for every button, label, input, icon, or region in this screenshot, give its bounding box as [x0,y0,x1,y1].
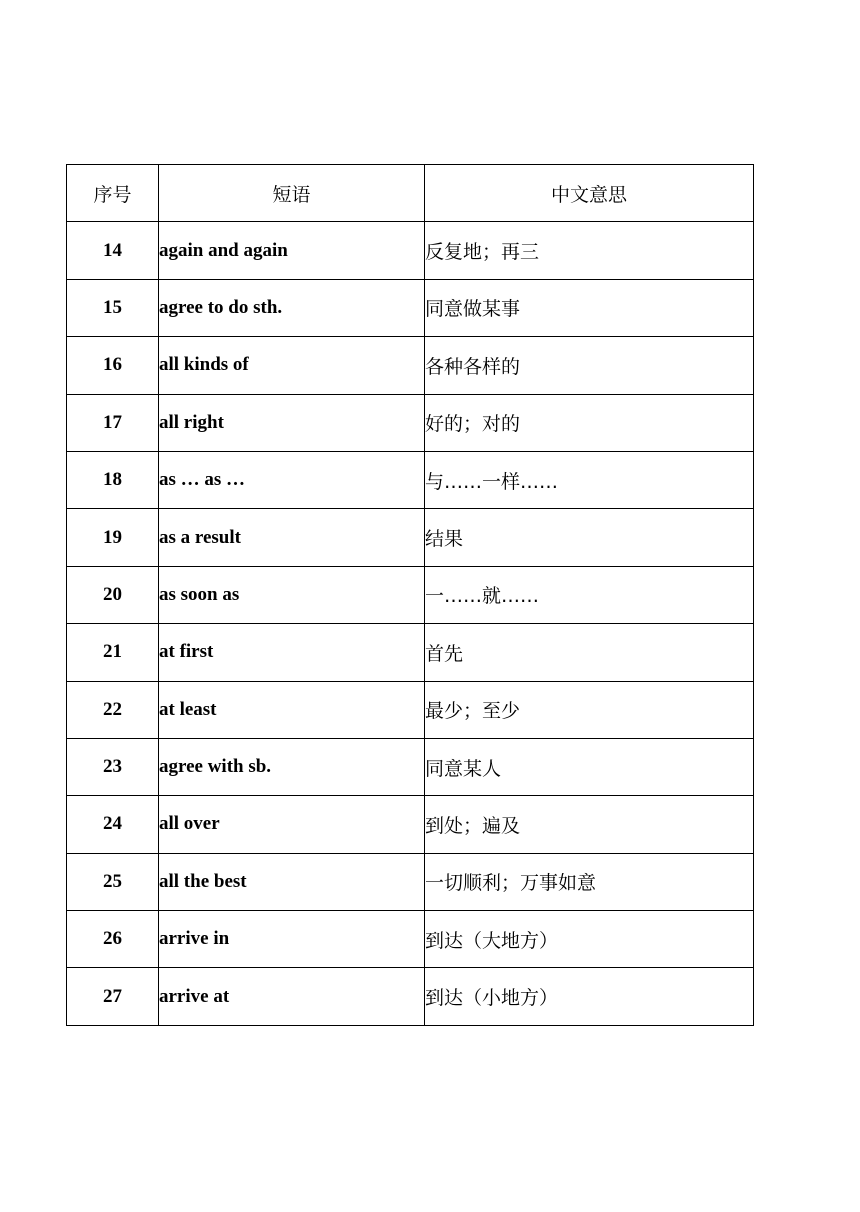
row-phrase: arrive in [159,911,425,968]
header-meaning: 中文意思 [425,165,754,222]
row-phrase: arrive at [159,968,425,1025]
table-row [67,738,754,795]
table-row [67,796,754,853]
header-phrase: 短语 [159,165,425,222]
row-number: 24 [67,796,159,853]
table-row [67,222,754,279]
row-meaning: 一切顺利；万事如意 [425,853,754,910]
row-meaning: 一……就…… [425,566,754,623]
table-header-row [67,165,754,222]
row-number: 15 [67,279,159,336]
table-row [67,624,754,681]
table-row [67,394,754,451]
row-number: 20 [67,566,159,623]
row-meaning: 与……一样…… [425,451,754,508]
vocabulary-table [66,164,754,1026]
table-body [67,222,754,1025]
row-phrase: as a result [159,509,425,566]
row-phrase: all the best [159,853,425,910]
row-meaning: 到达（大地方） [425,911,754,968]
row-phrase: agree to do sth. [159,279,425,336]
row-number: 16 [67,337,159,394]
table-row [67,451,754,508]
row-meaning: 反复地；再三 [425,222,754,279]
row-phrase: all right [159,394,425,451]
row-number: 14 [67,222,159,279]
row-meaning: 到达（小地方） [425,968,754,1025]
row-number: 25 [67,853,159,910]
row-number: 18 [67,451,159,508]
table-row [67,566,754,623]
row-meaning: 结果 [425,509,754,566]
row-phrase: as … as … [159,451,425,508]
row-number: 22 [67,681,159,738]
row-meaning: 各种各样的 [425,337,754,394]
row-meaning: 最少；至少 [425,681,754,738]
table-row [67,509,754,566]
row-phrase: all over [159,796,425,853]
row-meaning: 首先 [425,624,754,681]
row-number: 19 [67,509,159,566]
row-phrase: at first [159,624,425,681]
table-row [67,911,754,968]
row-phrase: all kinds of [159,337,425,394]
row-meaning: 同意某人 [425,738,754,795]
row-number: 26 [67,911,159,968]
row-meaning: 好的；对的 [425,394,754,451]
row-phrase: as soon as [159,566,425,623]
row-phrase: again and again [159,222,425,279]
table-row [67,279,754,336]
row-number: 17 [67,394,159,451]
row-meaning: 到处；遍及 [425,796,754,853]
table-row [67,681,754,738]
row-meaning: 同意做某事 [425,279,754,336]
table-row [67,853,754,910]
row-number: 23 [67,738,159,795]
header-number: 序号 [67,165,159,222]
row-number: 27 [67,968,159,1025]
table-row [67,337,754,394]
table-row [67,968,754,1025]
row-phrase: agree with sb. [159,738,425,795]
row-number: 21 [67,624,159,681]
row-phrase: at least [159,681,425,738]
